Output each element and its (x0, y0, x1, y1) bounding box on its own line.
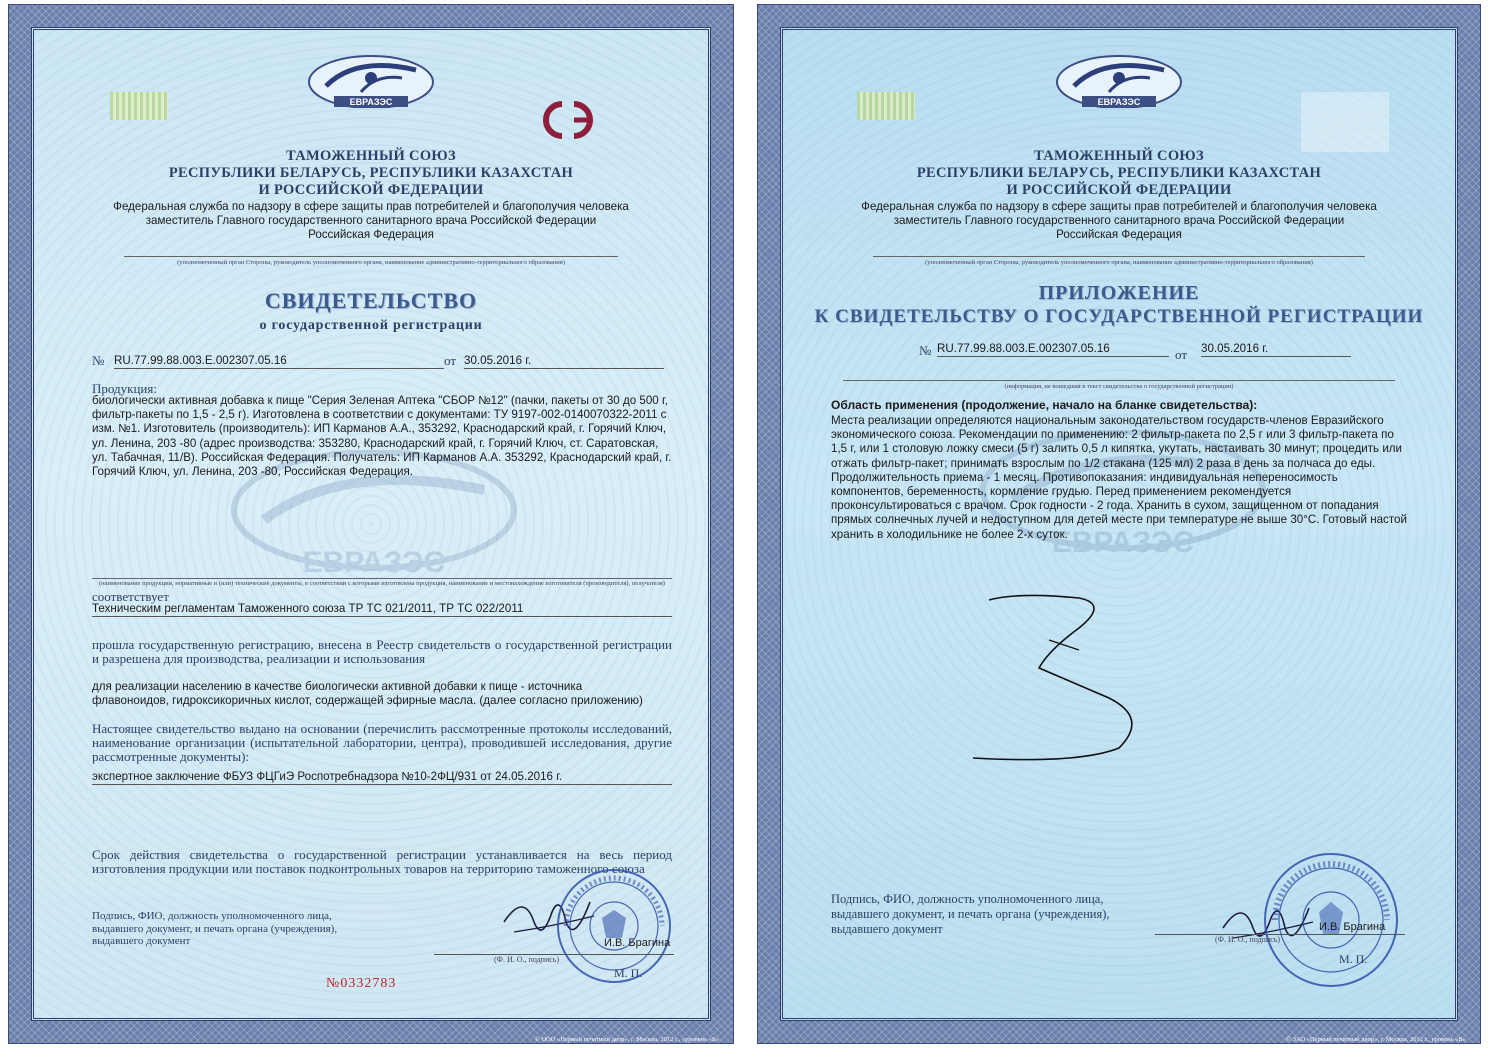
registration-statement: прошла государственную регистрацию, внесена в Реестр свидетельств о государственной регистрации и разрешена для производства, реализации и использования (92, 637, 672, 666)
header-line: И РОССИЙСКОЙ ФЕДЕРАЦИИ (1006, 182, 1232, 198)
agency-caption: (уполномоченный орган Стороны, руководитель уполномоченного органа, наименование административно-территориального образования) (124, 256, 618, 267)
conformity-label: соответствует (92, 589, 169, 604)
info-caption: (информация, не вошедшая в текст свидетельства о государственной регистрации) (843, 380, 1395, 391)
certificate-number: RU.77.99.88.003.E.002307.05.16 (114, 354, 444, 369)
agency-line: Российская Федерация (308, 228, 434, 241)
union-header (783, 148, 1455, 199)
appendix-page (757, 4, 1481, 1044)
fio-caption: (Ф. И. О., подпись) (1215, 935, 1281, 944)
agency-line: Российская Федерация (1056, 228, 1182, 241)
basis-text: экспертное заключение ФБУЗ ФЦГиЭ Роспотребнадзора №10-2ФЦ/931 от 24.05.2016 г. (92, 770, 672, 785)
conformity-text: Техническим регламентам Таможенного союза ТР ТС 021/2011, ТР ТС 022/2011 (92, 602, 672, 617)
header-line: И РОССИЙСКОЙ ФЕДЕРАЦИИ (258, 182, 484, 198)
cancellation-stroke-icon (959, 588, 1199, 768)
watermark-label: ЕВРАЗЭС (302, 546, 446, 579)
basis-label: Настоящее свидетельство выдано на основании (перечислить рассмотренные протоколы исследований, наименование организации (испытательной лаборатории, центра), проводившей исследования, другие рассмотренные документы): (92, 721, 672, 764)
document-title: СВИДЕТЕЛЬСТВО (264, 288, 478, 313)
number-prefix: № (92, 353, 105, 368)
printer-footer: © ЗАО «Первый печатный двор», г. Москва, 2012 г., уровень «В» (1286, 1036, 1466, 1043)
agency-caption: (уполномоченный орган Стороны, руководитель уполномоченного органа, наименование административно-территориального образования) (873, 256, 1365, 267)
header-line: ТАМОЖЕННЫЙ СОЮЗ (1034, 148, 1204, 164)
document-subtitle: о государственной регистрации (259, 318, 483, 333)
seal-place: М. П. (614, 966, 643, 980)
union-header (34, 148, 708, 199)
agency-line: Федеральная служба по надзору в сфере защиты прав потребителей и благополучия человека (113, 200, 629, 213)
agency-line: заместитель Главного государственного санитарного врача Российской Федерации (145, 214, 597, 227)
agency-line: Федеральная служба по надзору в сфере защиты прав потребителей и благополучия человека (861, 200, 1377, 213)
emblem-label: ЕВРАЗЭС (349, 97, 393, 107)
date-prefix: от (444, 353, 457, 368)
certificate-date: 30.05.2016 г. (1201, 342, 1351, 357)
certificate-number: RU.77.99.88.003.E.002307.05.16 (937, 342, 1169, 357)
issuing-agency (54, 200, 688, 242)
signature-label: Подпись, ФИО, должность уполномоченного лица, выдавшего документ, и печать органа (учреждения), выдавшего документ (92, 910, 338, 947)
certificate-date: 30.05.2016 г. (464, 354, 664, 369)
usage-text: для реализации населению в качестве биологически активной добавки к пище - источника флавоноидов, гидроксикоричных кислот, содержащей эфирные масла. (далее согласно приложению) (92, 680, 643, 708)
header-line: ТАМОЖЕННЫЙ СОЮЗ (286, 148, 456, 164)
issuing-agency (803, 200, 1435, 242)
signer-name: И.В. Брагина (1319, 921, 1386, 933)
product-label: Продукция: (92, 381, 157, 396)
sanitary-mark-icon (536, 98, 600, 142)
appendix-title: ПРИЛОЖЕНИЕ (1038, 282, 1200, 304)
hologram (110, 92, 168, 120)
seal-place: М. П. (1339, 952, 1368, 966)
scope-text: Места реализации определяются национальным законодательством государств-членов Евразийского экономического союза. Рекомендации по применению: 2 фильтр-пакета по 2,5 г или 3 фильтр-пакета по 1,5 г, или 1 столовую ложку смеси (5 г) залить 0,5 л кипятка, укутать, настаивать 30 минут; процедить или отжать фильтр-пакет; принимать взрослым по 1/2 стакана (125 мл) 2 раза в день за полчаса до еды. Продолжительность приема - 1 месяц. Противопоказания: индивидуальная непереносимость компонентов, беременность, кормление грудью. Перед применением рекомендуется проконсультироваться с врачом. Срок годности - 2 года. Хранить в сухом, защищенном от попадания прямых солнечных лучей и недоступном для детей месте при температуре не выше 30°С. Готовый настой хранить в холодильнике не более 2-х суток. (831, 414, 1407, 541)
date-prefix: от (1175, 347, 1188, 362)
header-line: РЕСПУБЛИКИ БЕЛАРУСЬ, РЕСПУБЛИКИ КАЗАХСТАН (168, 165, 574, 181)
validity-text: Срок действия свидетельства о государственной регистрации устанавливается на весь период изготовления продукции или поставок подконтрольных товаров на территорию таможенного союза (92, 847, 672, 876)
header-line: РЕСПУБЛИКИ БЕЛАРУСЬ, РЕСПУБЛИКИ КАЗАХСТАН (916, 165, 1322, 181)
fio-caption: (Ф. И. О., подпись) (494, 955, 560, 964)
emblem-label: ЕВРАЗЭС (1097, 97, 1141, 107)
product-description: биологически активная добавка к пище "Серия Зеленая Аптека "СБОР №12" (пачки, пакеты от 30 до 500 г, фильтр-пакеты по 1,5 - 2,5 г). Изготовлена в соответствии с документами: ТУ 9197-002-0140070322-2011 с изм. №1. Изготовитель (производитель): ИП Карманов А.А., 353292, Краснодарский край, г. Горячий Ключ, ул. Ленина, 203 -80 (адрес производства: 353280, Краснодарский край, г. Горячий Ключ, ст. Саратовская, ул. Табачная, 11/В). Российская Федерация. Получатель: ИП Карманов А.А. 353292, Краснодарский край, г. Горячий Ключ, ул. Ленина, 203 -80, Российская Федерация. (92, 394, 672, 479)
printer-footer: © ООО «Первый печатный двор», г. Москва, 2012 г., «уровень «Б» (534, 1036, 719, 1043)
certificate-page (8, 4, 734, 1044)
blank-corner (1301, 92, 1389, 152)
appendix-subtitle: К СВИДЕТЕЛЬСТВУ О ГОСУДАРСТВЕННОЙ РЕГИСТРАЦИИ (814, 306, 1424, 327)
product-caption: (наименование продукции, нормативные и (или) технические документы, в соответствии с которыми изготовлена продукция, наименование и местонахождение изготовителя (производителя), получателя) (92, 578, 672, 588)
serial-number: №0332783 (326, 976, 397, 991)
watermark-label: ЕВРАЗЭС (1051, 526, 1195, 559)
certificate-paper (31, 27, 711, 1021)
evrazes-emblem (1054, 48, 1184, 108)
signer-name: И.В. Брагина (604, 937, 671, 949)
scope-title: Область применения (продолжение, начало на бланке свидетельства): (831, 398, 1258, 412)
number-prefix: № (919, 343, 932, 358)
signature-label: Подпись, ФИО, должность уполномоченного лица, выдавшего документ, и печать органа (учреждения), выдавшего документ (831, 892, 1110, 936)
appendix-paper (780, 27, 1458, 1021)
agency-line: заместитель Главного государственного санитарного врача Российской Федерации (893, 214, 1345, 227)
evrazes-emblem (306, 48, 436, 108)
hologram (857, 92, 915, 120)
signature-line (1155, 934, 1405, 935)
